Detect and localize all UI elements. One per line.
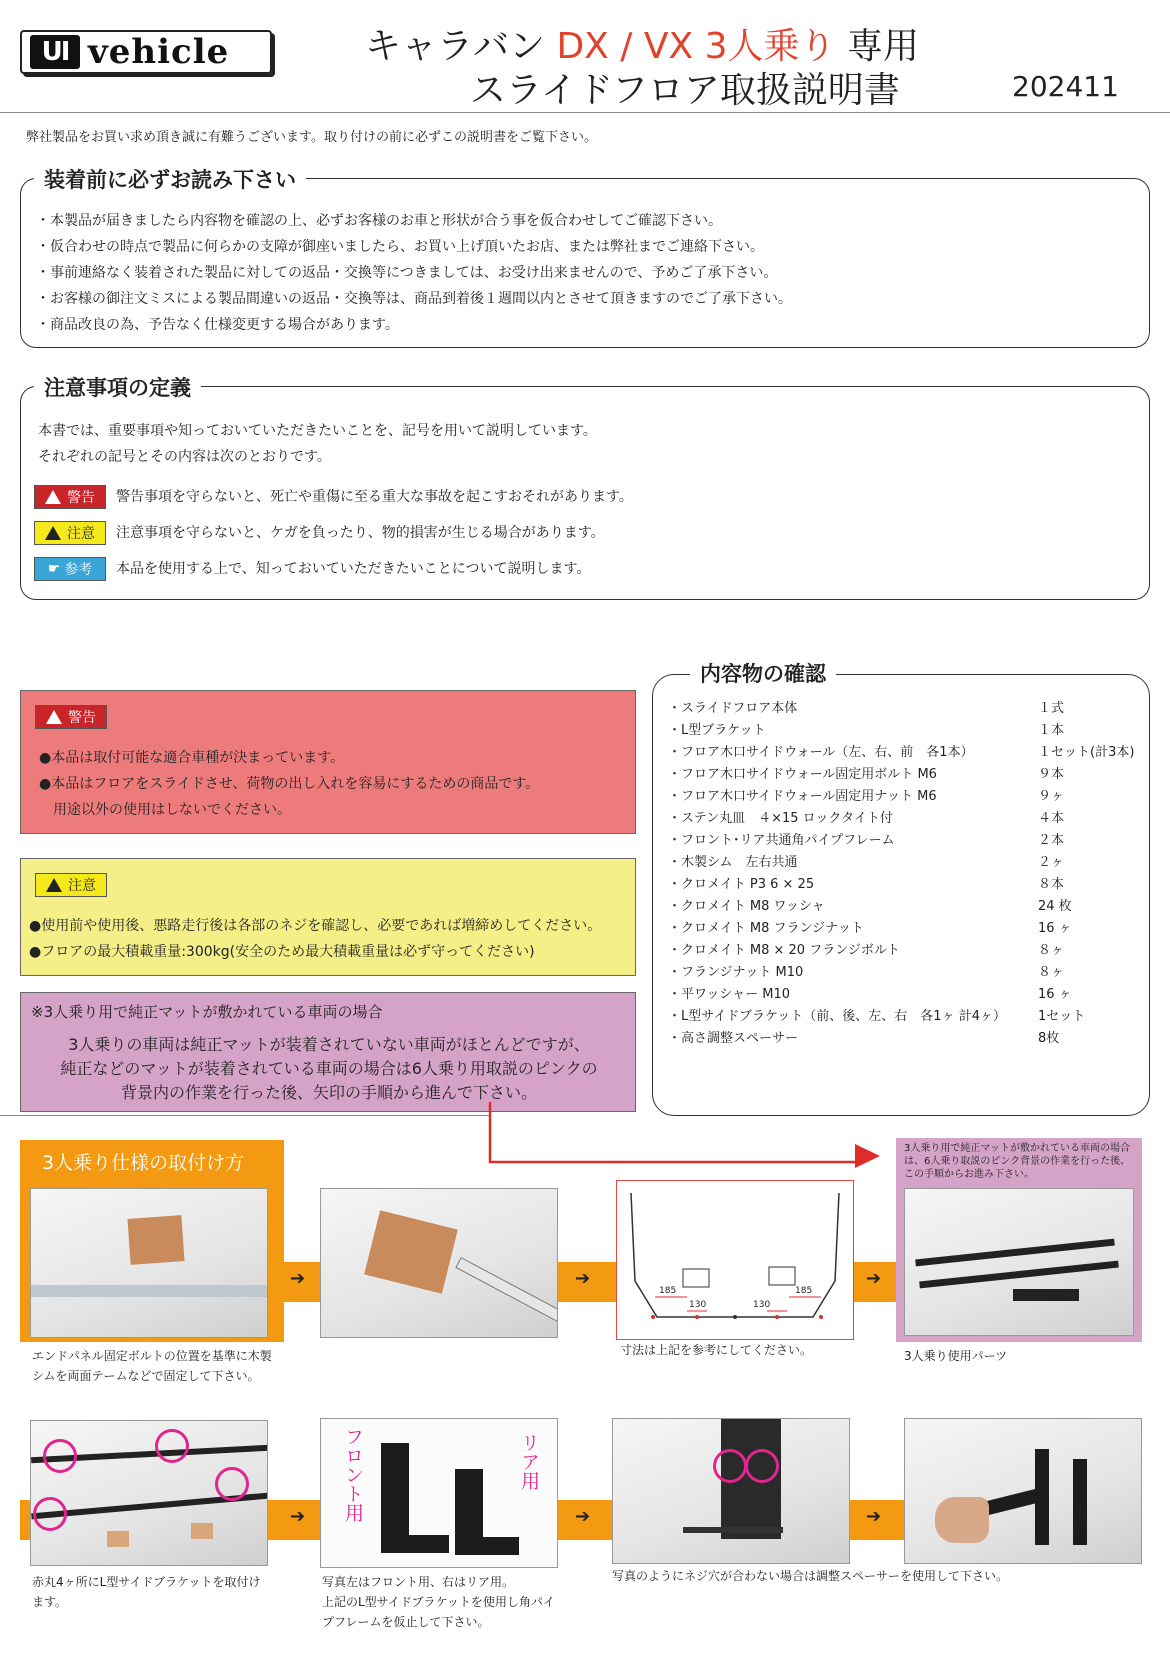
contents-item-qty: 24 枚 <box>1038 899 1072 914</box>
highlight-circle <box>155 1429 189 1463</box>
contents-item-qty: １セット(計3本) <box>1038 745 1135 760</box>
caption-line: ます。 <box>32 1595 68 1609</box>
highlight-circle <box>33 1497 67 1531</box>
contents-item-qty: ２ヶ <box>1038 855 1065 870</box>
list-item: ・事前連絡なく装着された製品に対しての返品・交換等につきましては、お受け出来ませんので、予めご了承下さい。 <box>36 265 778 281</box>
contents-item-qty: ８ヶ <box>1038 965 1065 980</box>
def-row-warning <box>34 484 633 510</box>
def-text: 注意事項を守らないと、ケガを負ったり、物的損害が生じる場合があります。 <box>116 525 605 541</box>
contents-item <box>668 764 1148 786</box>
mat-note-line: 背景内の作業を行った後、矢印の手順から進んで下さい。 <box>120 1083 537 1102</box>
title-highlight: DX / VX 3人乗り <box>556 26 836 67</box>
list-item: ・お客様の御注文ミスによる製品間違いの返品・交換等は、商品到着後１週間以内とさせて頂きますのでご了承下さい。 <box>36 291 792 307</box>
badge-label: 注意 <box>68 878 96 894</box>
contents-item-qty: ４本 <box>1038 811 1065 826</box>
caution-triangle-icon <box>46 878 62 892</box>
contents-item-name: ・クロメイト M8 ワッシャ <box>668 899 825 914</box>
wood-shim <box>364 1210 458 1293</box>
contents-item-qty: １本 <box>1038 723 1065 738</box>
def-row-reference <box>34 556 590 582</box>
def-text: 本品を使用する上で、知っておいていただきたいことについて説明します。 <box>116 561 591 577</box>
warning-badge <box>35 705 107 729</box>
caution-triangle-icon <box>45 526 61 540</box>
caption-line: シムを両面テームなどで固定して下さい。 <box>32 1369 260 1383</box>
contents-item <box>668 918 1148 940</box>
wood-shim <box>191 1523 213 1539</box>
contents-item-qty: ８本 <box>1038 877 1065 892</box>
page-title-line2: スライドフロア取扱説明書 <box>470 70 900 111</box>
def-text: 警告事項を守らないと、死亡や重傷に至る重大な事故を起こすおそれがあります。 <box>116 489 633 505</box>
step-arrow: ➔ <box>575 1268 591 1289</box>
dim-label: 130 <box>753 1300 771 1310</box>
title-suffix: 専用 <box>835 26 919 67</box>
contents-item <box>668 742 1148 764</box>
divider <box>0 1115 490 1116</box>
caption-step7: 写真のようにネジ穴が合わない場合は調整スペーサーを使用して下さい。 <box>612 1569 1009 1583</box>
contents-item-qty: 16 ヶ <box>1038 987 1072 1002</box>
highlight-circle <box>745 1449 779 1483</box>
mat-note-line: 純正などのマットが装着されている車両の場合は6人乗り用取説のピンクの <box>60 1059 598 1078</box>
contents-item <box>668 984 1148 1006</box>
contents-item <box>668 940 1148 962</box>
contents-item-qty: 8枚 <box>1038 1031 1060 1046</box>
logo-mark: UI <box>30 35 80 69</box>
contents-item-name: ・フロア木口サイドウォール固定用ボルト M6 <box>668 767 937 782</box>
contents-item-name: ・フロア木口サイドウォール（左、右、前 各1本） <box>668 745 974 760</box>
frame-pipe <box>915 1239 1115 1267</box>
step-arrow: ➔ <box>290 1268 306 1289</box>
pink-note-text: 3人乗り用で純正マットが敷かれている車両の場合は、6人乗り取説のピンク背景の作業を行った後、この手順からお進み下さい。 <box>904 1143 1131 1180</box>
title-prefix: キャラバン <box>365 26 557 67</box>
contents-item-name: ・L型サイドブラケット（前、後、左、右 各1ヶ 計4ヶ） <box>668 1009 1006 1024</box>
contents-item <box>668 962 1148 984</box>
contents-item-qty: 16 ヶ <box>1038 921 1072 936</box>
caption-step4: 3人乗り使用パーツ <box>904 1349 1008 1363</box>
contents-item-name: ・高さ調整スペーサー <box>668 1031 799 1046</box>
rear-label: リア用 <box>518 1433 540 1490</box>
warning-line: 用途以外の使用はしないでください。 <box>39 802 291 818</box>
highlight-circle <box>43 1439 77 1473</box>
steps-header: 3人乗り仕様の取付け方 <box>20 1140 284 1182</box>
warning-triangle-icon <box>46 710 62 724</box>
list-item: ・本製品が届きましたら内容物を確認の上、必ずお客様のお車と形状が合う事を仮合わせしてご確認下さい。 <box>36 213 722 229</box>
contents-item <box>668 896 1148 918</box>
logo-text: vehicle <box>88 32 230 72</box>
step-arrow: ➔ <box>866 1506 882 1527</box>
bracket-post <box>1073 1459 1087 1545</box>
definitions-line: 本書では、重要事項や知っておいていただきたいことを、記号を用いて説明しています。 <box>38 423 597 439</box>
caution-panel <box>20 858 636 976</box>
contents-item-name: ・木製シム 左右共通 <box>668 855 798 870</box>
photo-step2-brackets <box>30 1420 268 1566</box>
frame-pipe <box>683 1527 783 1533</box>
pink-note-panel <box>896 1138 1142 1342</box>
contents-item-qty: ２本 <box>1038 833 1065 848</box>
contents-item <box>668 808 1148 830</box>
warning-panel <box>20 690 636 834</box>
contents-item-name: ・L型ブラケット <box>668 723 766 738</box>
contents-item-name: ・フランジナット M10 <box>668 965 804 980</box>
bracket <box>1013 1289 1079 1301</box>
contents-item <box>668 786 1148 808</box>
floor-diagram <box>617 1181 853 1339</box>
contents-item-qty: １式 <box>1038 701 1065 716</box>
precaution-title: 装着前に必ずお読み下さい <box>34 164 306 194</box>
contents-item <box>668 1006 1148 1028</box>
badge-label: 注意 <box>67 526 95 542</box>
step-arrow: ➔ <box>290 1506 306 1527</box>
intro-text: 弊社製品をお買い求め頂き誠に有難うございます。取り付けの前に必ずこの説明書をご覧下さい。 <box>26 130 597 145</box>
contents-item <box>668 852 1148 874</box>
reference-badge <box>34 557 106 581</box>
contents-item <box>668 874 1148 896</box>
caution-badge <box>34 521 106 545</box>
contents-item <box>668 830 1148 852</box>
warning-badge <box>34 485 106 509</box>
rear-bracket-base <box>483 1537 519 1555</box>
contents-item <box>668 1028 1148 1050</box>
frame-pipe <box>919 1261 1119 1289</box>
contents-item-qty: ９本 <box>1038 767 1065 782</box>
dim-label: 185 <box>795 1286 813 1296</box>
caption-step5 <box>32 1572 261 1612</box>
definitions-intro <box>38 418 597 470</box>
brand-logo <box>20 30 272 74</box>
highlight-circle <box>215 1467 249 1501</box>
photo-step2-spacer <box>612 1418 850 1564</box>
contents-item-name: ・ステン丸皿 ４×15 ロックタイト付 <box>668 811 893 826</box>
contents-item-name: ・フロント･リア共通角パイプフレーム <box>668 833 895 848</box>
caption-line: プフレームを仮止して下さい。 <box>322 1615 490 1629</box>
caution-badge <box>35 873 107 897</box>
contents-item-name: ・フロア木口サイドウォール固定用ナット M6 <box>668 789 937 804</box>
contents-item-qty: ９ヶ <box>1038 789 1065 804</box>
hand <box>935 1497 989 1543</box>
flow-arrow <box>480 1100 890 1170</box>
contents-item-name: ・平ワッシャー M10 <box>668 987 790 1002</box>
photo-step2-install-spacer <box>904 1418 1142 1564</box>
contents-item-name: ・クロメイト M8 × 20 フランジボルト <box>668 943 900 958</box>
pointing-hand-icon: ☛ <box>47 561 61 577</box>
front-bracket <box>381 1443 409 1553</box>
badge-label: 警告 <box>67 490 95 506</box>
caption-step6 <box>322 1572 555 1632</box>
badge-label: 参考 <box>64 562 93 578</box>
caution-line: ●フロアの最大積載重量:300kg(安全のため最大積載重量は必ず守ってください) <box>29 944 535 960</box>
wood-shim <box>107 1531 129 1547</box>
caption-line: 赤丸4ヶ所にL型サイドブラケットを取付け <box>32 1575 261 1589</box>
caption-line: エンドパネル固定ボルトの位置を基準に木製 <box>32 1349 272 1363</box>
caption-line: 上記のL型サイドブラケットを使用し角パイ <box>322 1595 555 1609</box>
caption-line: 写真左はフロント用、右はリア用。 <box>322 1575 515 1589</box>
dimension-diagram <box>616 1180 854 1340</box>
def-row-caution <box>34 520 605 546</box>
step-arrow: ➔ <box>866 1268 882 1289</box>
caption-step1 <box>32 1346 272 1386</box>
wood-shim <box>127 1215 184 1265</box>
warning-triangle-icon <box>45 490 61 504</box>
contents-item-name: ・クロメイト M8 フランジナット <box>668 921 864 936</box>
contents-item-qty: 1セット <box>1038 1009 1086 1024</box>
definitions-line: それぞれの記号とその内容は次のとおりです。 <box>38 449 331 465</box>
photo-step1-parts <box>904 1188 1134 1336</box>
dim-label: 130 <box>689 1300 707 1310</box>
tape-measure <box>455 1257 558 1325</box>
contents-item-qty: ８ヶ <box>1038 943 1065 958</box>
highlight-circle <box>713 1449 747 1483</box>
warning-line: ●本品は取付可能な適合車種が決まっています。 <box>39 750 345 766</box>
caution-line: ●使用前や使用後、悪路走行後は各部のネジを確認し、必要であれば増締めしてください。 <box>29 918 602 934</box>
mat-note-title: ※3人乗り用で純正マットが敷かれている車両の場合 <box>31 1003 383 1021</box>
contents-item-name: ・クロメイト P3 6 × 25 <box>668 877 815 892</box>
warning-line: ●本品はフロアをスライドさせ、荷物の出し入れを容易にするための商品です。 <box>39 776 540 792</box>
front-bracket-base <box>409 1535 449 1553</box>
list-item: ・商品改良の為、予告なく仕様変更する場合があります。 <box>36 317 399 333</box>
header-divider <box>0 112 1170 113</box>
definitions-title: 注意事項の定義 <box>34 372 201 402</box>
caption-step3: 寸法は上記を参考にしてください。 <box>620 1343 813 1357</box>
doc-number: 202411 <box>1012 70 1119 103</box>
mat-note-panel <box>20 992 636 1112</box>
step-arrow: ➔ <box>575 1506 591 1527</box>
photo-step1-measure <box>320 1188 558 1338</box>
contents-item <box>668 720 1148 742</box>
contents-title: 内容物の確認 <box>690 658 836 688</box>
badge-label: 警告 <box>68 710 96 726</box>
contents-list <box>668 698 1148 1050</box>
dim-label: 185 <box>659 1286 677 1296</box>
precaution-list <box>36 208 792 338</box>
photo-step1-wood-shim <box>30 1188 268 1338</box>
front-label: フロント用 <box>342 1427 364 1522</box>
contents-item-name: ・スライドフロア本体 <box>668 701 798 716</box>
photo-step2-front-rear <box>320 1418 558 1568</box>
rail <box>31 1285 268 1297</box>
contents-item <box>668 698 1148 720</box>
rear-bracket <box>455 1469 483 1555</box>
list-item: ・仮合わせの時点で製品に何らかの支障が御座いましたら、お買い上げ頂いたお店、または弊社までご連絡下さい。 <box>36 239 764 255</box>
mat-note-line: 3人乗りの車両は純正マットが装着されていない車両がほとんどですが、 <box>68 1035 590 1054</box>
